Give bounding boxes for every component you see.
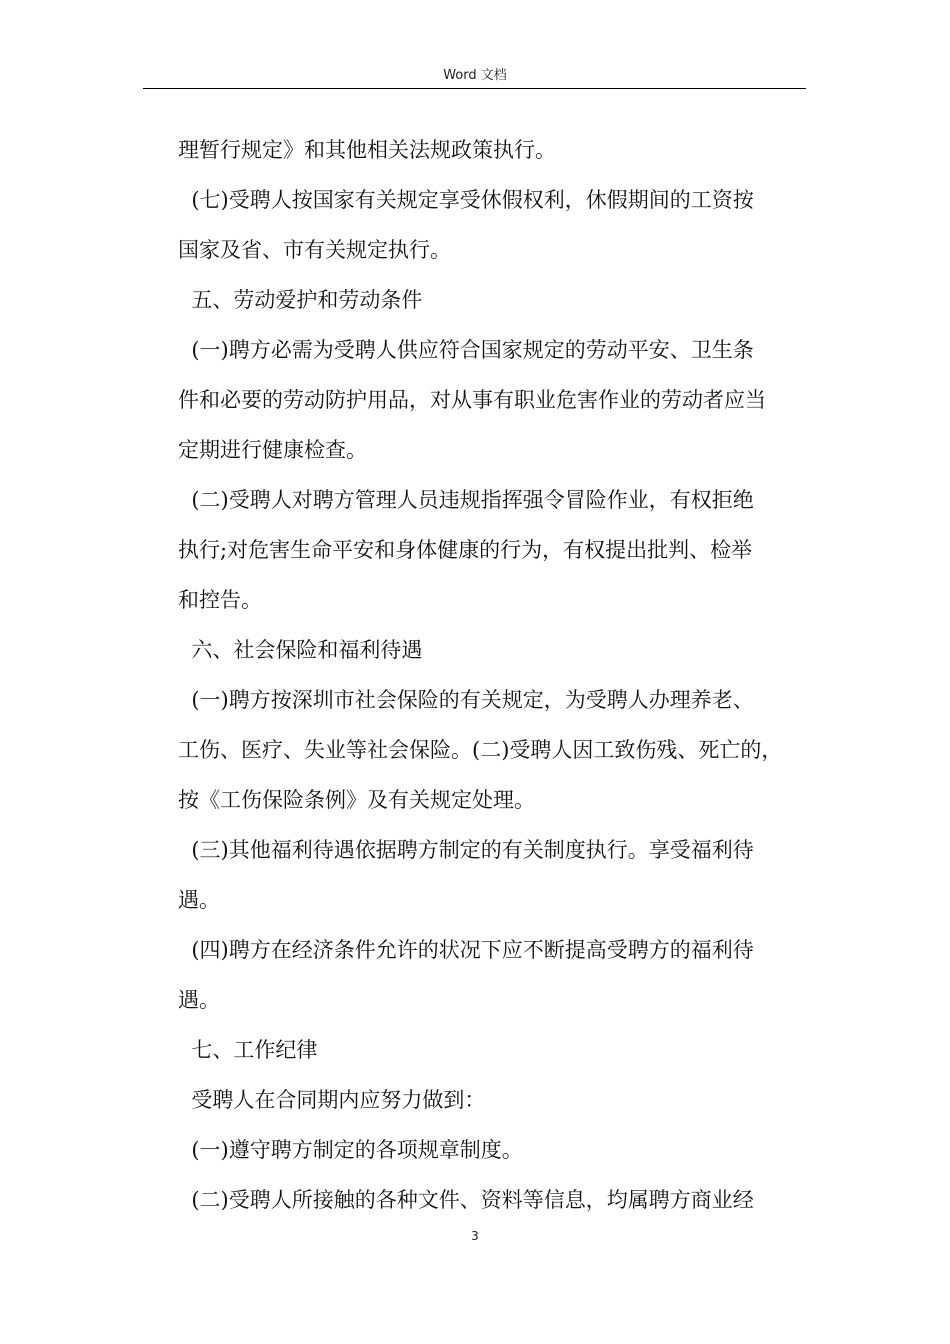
text-line: (七)受聘人按国家有关规定享受休假权利，休假期间的工资按 xyxy=(178,188,754,212)
text-line: 按《工伤保险条例》及有关规定处理。 xyxy=(178,788,535,812)
text-line: 执行;对危害生命平安和身体健康的行为，有权提出批判、检举 xyxy=(178,538,753,562)
text-line: (一)聘方必需为受聘人供应符合国家规定的劳动平安、卫生条 xyxy=(178,338,754,362)
text-line: (二)受聘人所接触的各种文件、资料等信息，均属聘方商业经 xyxy=(178,1188,754,1212)
section-heading: 六、社会保险和福利待遇 xyxy=(178,638,423,662)
text-line: 和控告。 xyxy=(178,588,262,612)
text-line: 定期进行健康检查。 xyxy=(178,438,367,462)
text-line: 遇。 xyxy=(178,988,220,1012)
section-heading: 五、劳动爱护和劳动条件 xyxy=(178,288,423,312)
text-line: 工伤、医疗、失业等社会保险。(二)受聘人因工致伤残、死亡的， xyxy=(178,738,783,762)
page-number: 3 xyxy=(471,1229,479,1243)
document-header-title: Word 文档 xyxy=(443,68,507,83)
document-body xyxy=(178,125,798,1225)
text-line: (二)受聘人对聘方管理人员违规指挥强令冒险作业，有权拒绝 xyxy=(178,488,754,512)
text-line: 受聘人在合同期内应努力做到： xyxy=(178,1088,486,1112)
text-line: (一)聘方按深圳市社会保险的有关规定，为受聘人办理养老、 xyxy=(178,688,754,712)
text-line: (三)其他福利待遇依据聘方制定的有关制度执行。享受福利待 xyxy=(178,838,754,862)
text-line: (一)遵守聘方制定的各项规章制度。 xyxy=(178,1138,523,1162)
text-line: 理暂行规定》和其他相关法规政策执行。 xyxy=(178,138,556,162)
section-heading: 七、工作纪律 xyxy=(178,1038,318,1062)
text-line: 件和必要的劳动防护用品，对从事有职业危害作业的劳动者应当 xyxy=(178,388,766,412)
text-line: 国家及省、市有关规定执行。 xyxy=(178,238,451,262)
text-line: 遇。 xyxy=(178,888,220,912)
text-line: (四)聘方在经济条件允许的状况下应不断提高受聘方的福利待 xyxy=(178,938,754,962)
header-divider xyxy=(143,88,806,89)
